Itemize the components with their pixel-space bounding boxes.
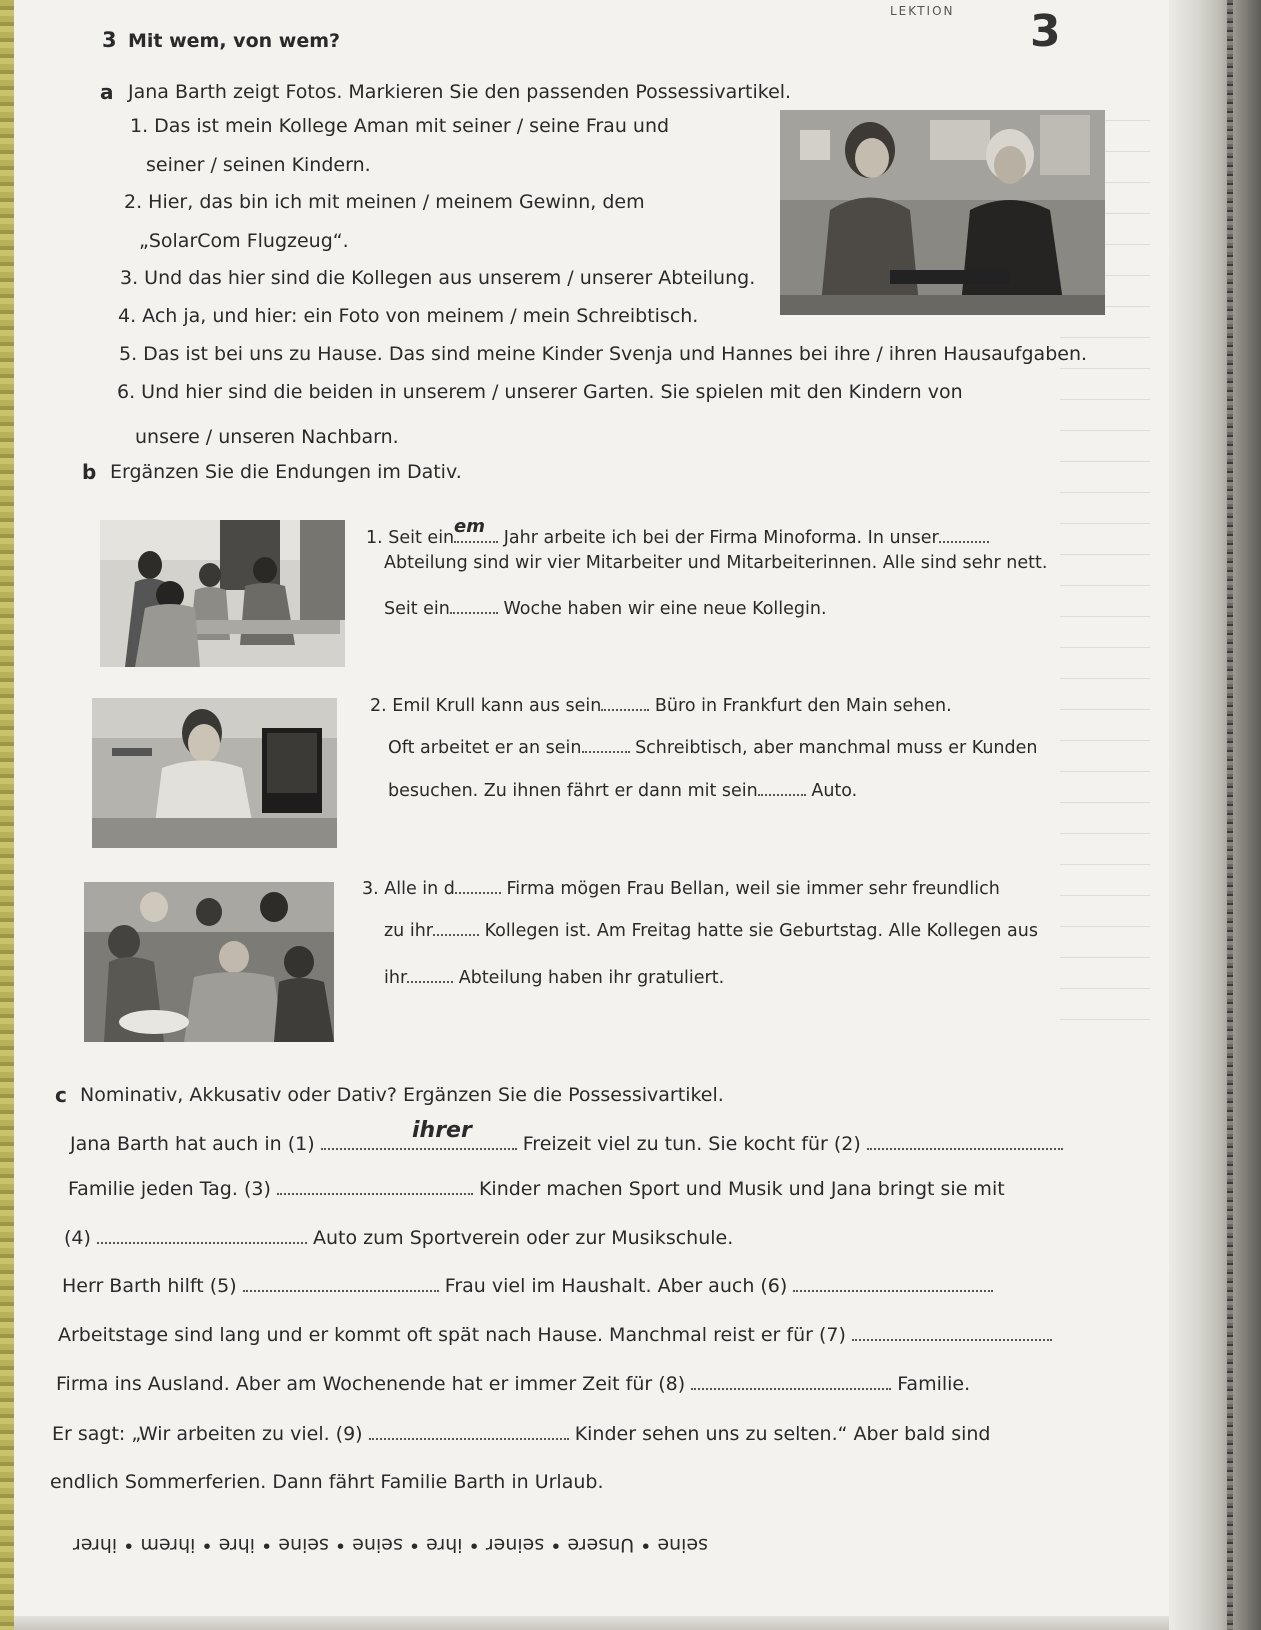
c-blank-3[interactable]	[277, 1177, 473, 1195]
word-bank-wrapper	[72, 1534, 1261, 1556]
b3-line-1	[362, 876, 1000, 900]
c-l2-b: Kinder machen Sport und Musik und Jana bringt sie mit	[478, 1178, 1005, 1200]
c-blank-6[interactable]	[793, 1274, 993, 1292]
part-a-line-7: 5. Das ist bei uns zu Hause. Das sind meine Kinder Svenja und Hannes bei ihre / ihren Hausaufgaben.	[119, 343, 1088, 365]
photo-man-at-desk	[92, 698, 337, 848]
part-b-instruction: Ergänzen Sie die Endungen im Dativ.	[110, 461, 462, 483]
b2-l3-b: Auto.	[811, 781, 858, 801]
b2-l3-a: besuchen. Zu ihnen fährt er dann mit sein	[388, 781, 758, 801]
part-a-line-4: „SolarCom Flugzeug“.	[139, 230, 349, 252]
c-line-7	[52, 1422, 990, 1446]
b2-blank-1[interactable]	[601, 693, 649, 711]
b2-l1-b: Büro in Frankfurt den Main sehen.	[654, 696, 952, 716]
b3-l3-b: Abteilung haben ihr gratuliert.	[458, 968, 725, 988]
c-line-8: endlich Sommerferien. Dann fährt Familie Barth in Urlaub.	[50, 1471, 604, 1493]
part-a-letter: a	[100, 80, 114, 104]
b2-line-1	[370, 693, 952, 717]
b1-line-2: Abteilung sind wir vier Mitarbeiter und Mitarbeiterinnen. Alle sind sehr nett.	[384, 553, 1048, 573]
chapter-label: LEKTION	[890, 4, 955, 18]
c-blank-2[interactable]	[867, 1132, 1063, 1150]
c-l5-a: Arbeitstage sind lang und er kommt oft spät nach Hause. Manchmal reist er für (7)	[58, 1324, 846, 1346]
photo-two-women-laptop	[780, 110, 1105, 315]
part-b-letter: b	[82, 460, 97, 484]
b2-l1-a: 2. Emil Krull kann aus sein	[370, 696, 602, 716]
exercise-number: 3	[102, 28, 117, 52]
b1-l1-a: 1. Seit ein	[366, 528, 455, 548]
c-line-5	[58, 1323, 1052, 1347]
c-l6-a: Firma ins Ausland. Aber am Wochenende hat er immer Zeit für (8)	[56, 1373, 686, 1395]
b3-line-2	[384, 918, 1038, 942]
part-a-line-5: 3. Und das hier sind die Kollegen aus unserem / unserer Abteilung.	[120, 267, 756, 289]
b1-blank-3[interactable]	[450, 596, 498, 614]
c-blank-9[interactable]	[369, 1422, 569, 1440]
photo-office-team	[100, 520, 345, 667]
c-l1-b: Freizeit viel zu tun. Sie kocht für (2)	[522, 1133, 861, 1155]
b3-blank-3[interactable]	[407, 965, 453, 983]
word-bank-upside-down: seine • Unsere • seiner • ihre • seine • seine • ihre • ihrem • ihrer	[72, 1534, 708, 1556]
part-a-line-6: 4. Ach ja, und hier: ein Foto von meinem / mein Schreibtisch.	[118, 305, 699, 327]
part-c-letter: c	[55, 1083, 67, 1107]
part-a-line-2: seiner / seinen Kindern.	[146, 154, 371, 176]
part-a-line-3: 2. Hier, das bin ich mit meinen / meinem Gewinn, dem	[124, 191, 645, 213]
c-l1-a: Jana Barth hat auch in (1)	[70, 1133, 315, 1155]
b2-l2-a: Oft arbeitet er an sein	[388, 738, 582, 758]
c-blank-5[interactable]	[243, 1274, 439, 1292]
page-left-edge	[0, 0, 14, 1630]
c-l7-a: Er sagt: „Wir arbeiten zu viel. (9)	[52, 1423, 363, 1445]
c-blank-8[interactable]	[691, 1372, 891, 1390]
c-l7-b: Kinder sehen uns zu selten.“ Aber bald sind	[574, 1423, 991, 1445]
c-blank-4[interactable]	[97, 1226, 307, 1244]
b1-l3-b: Woche haben wir eine neue Kollegin.	[503, 599, 827, 619]
b2-line-2	[388, 735, 1037, 759]
c-line-4	[62, 1274, 993, 1298]
c-line-2	[68, 1177, 1005, 1201]
b1-blank-2[interactable]	[939, 525, 989, 543]
page-bottom-edge	[14, 1616, 1169, 1630]
page-stack-edge	[1169, 0, 1261, 1630]
part-a-line-8: 6. Und hier sind die beiden in unserem / unserer Garten. Sie spielen mit den Kindern von	[117, 381, 963, 403]
c-line-6	[56, 1372, 970, 1396]
c-l2-a: Familie jeden Tag. (3)	[68, 1178, 271, 1200]
c-l4-b: Frau viel im Haushalt. Aber auch (6)	[444, 1275, 788, 1297]
b2-blank-2[interactable]	[582, 735, 630, 753]
c-l4-a: Herr Barth hilft (5)	[62, 1275, 237, 1297]
part-a-line-9: unsere / unseren Nachbarn.	[135, 426, 399, 448]
c-handwritten-fill-1: ihrer	[412, 1118, 472, 1143]
c-line-3	[64, 1226, 733, 1250]
b3-blank-2[interactable]	[433, 918, 479, 936]
b2-line-3	[388, 778, 857, 802]
b2-l2-b: Schreibtisch, aber manchmal muss er Kunden	[635, 738, 1038, 758]
exercise-title: Mit wem, von wem?	[128, 30, 341, 52]
c-l3-b: Auto zum Sportverein oder zur Musikschule.	[313, 1227, 734, 1249]
part-a-instruction: Jana Barth zeigt Fotos. Markieren Sie den passenden Possessivartikel.	[128, 81, 792, 103]
b1-l3-a: Seit ein	[384, 599, 450, 619]
b1-handwritten-fill: em	[454, 516, 485, 537]
b2-blank-3[interactable]	[758, 778, 806, 796]
b3-l3-a: ihr	[384, 968, 408, 988]
c-l6-b: Familie.	[897, 1373, 971, 1395]
b3-l2-a: zu ihr	[384, 921, 433, 941]
b1-line-3	[384, 596, 827, 620]
b3-l2-b: Kollegen ist. Am Freitag hatte sie Geburtstag. Alle Kollegen aus	[484, 921, 1038, 941]
c-l3-a: (4)	[64, 1227, 91, 1249]
b3-blank-1[interactable]	[455, 876, 501, 894]
photo-birthday-group	[84, 882, 334, 1042]
part-a-line-1: 1. Das ist mein Kollege Aman mit seiner / seine Frau und	[130, 115, 670, 137]
chapter-number: 3	[1030, 6, 1061, 57]
b1-l1-b: Jahr arbeite ich bei der Firma Minoforma. In unser	[503, 528, 939, 548]
b3-l1-b: Firma mögen Frau Bellan, weil sie immer sehr freundlich	[506, 879, 1000, 899]
b3-line-3	[384, 965, 724, 989]
c-blank-7[interactable]	[852, 1323, 1052, 1341]
b3-l1-a: 3. Alle in d	[362, 879, 455, 899]
part-c-instruction: Nominativ, Akkusativ oder Dativ? Ergänzen Sie die Possessivartikel.	[80, 1084, 724, 1106]
c-line-1	[70, 1132, 1063, 1156]
